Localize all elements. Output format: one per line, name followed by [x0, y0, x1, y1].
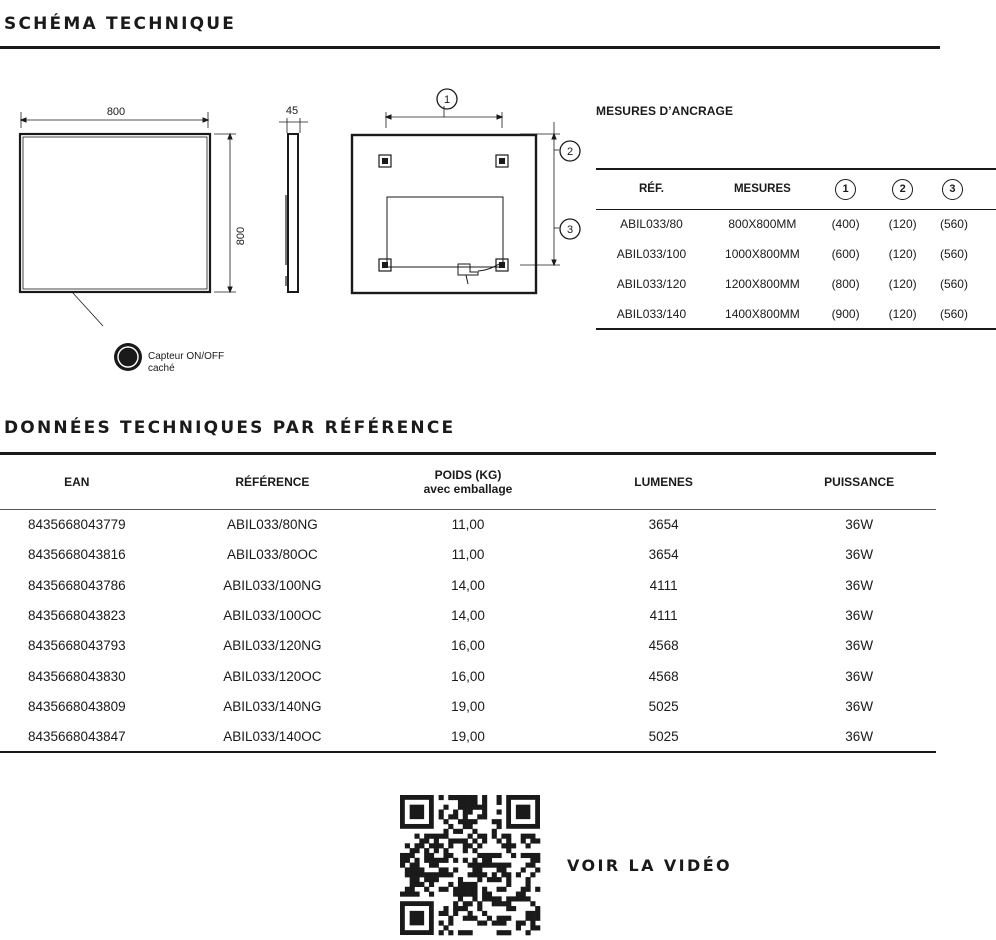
qr-code-icon[interactable]	[400, 795, 542, 935]
anchor-cell: ABIL033/80	[620, 217, 683, 232]
anchor-cell: 1000X800MM	[725, 247, 800, 261]
table-cell: 14,00	[451, 577, 485, 593]
anchor-row	[596, 239, 996, 269]
anchor-cell: 1400X800MM	[707, 299, 818, 329]
header-ean: EAN	[0, 454, 154, 510]
table-cell: 36W	[845, 668, 874, 684]
anchor-cell: ABIL033/140	[596, 299, 707, 329]
table-cell: ABIL033/140OC	[154, 722, 392, 752]
table-cell: 5025	[545, 722, 783, 752]
anchor-header-ref: RÉF.	[596, 169, 707, 209]
anchor-row	[596, 299, 996, 329]
anchor-cell: (120)	[888, 277, 917, 291]
table-row	[0, 691, 936, 721]
table-cell: 11,00	[451, 517, 485, 533]
table-row	[0, 540, 936, 570]
anchor-cell: (560)	[939, 217, 968, 232]
table-cell: 4568	[648, 668, 679, 684]
schema-title: SCHÉMA TECHNIQUE	[4, 14, 237, 34]
header-weight: POIDS (KG) avec emballage	[391, 454, 545, 510]
table-cell: 3654	[648, 517, 679, 533]
anchor-cell: 800X800MM	[728, 217, 797, 232]
table-cell: ABIL033/100OC	[223, 608, 322, 624]
table-cell: 4568	[648, 638, 679, 654]
anchoring-title: MESURES D’ANCRAGE	[596, 104, 734, 118]
table-cell: 11,00	[451, 547, 485, 563]
table-cell: 36W	[845, 608, 874, 624]
anchor-cell: (560)	[932, 299, 996, 329]
side-view	[279, 118, 308, 292]
table-cell: 8435668043779	[28, 517, 126, 533]
anchor-header-dim-2: 2	[873, 169, 932, 209]
schema-divider	[0, 46, 940, 49]
dimension-1-mark: 1	[443, 94, 451, 106]
anchor-cell: (120)	[888, 247, 917, 261]
table-cell: 8435668043830	[28, 668, 126, 684]
sensor-label-line1: Capteur ON/OFF	[148, 351, 225, 362]
height-label: 800	[235, 226, 247, 246]
table-cell: ABIL033/140NG	[223, 698, 322, 714]
anchor-cell: (900)	[818, 299, 873, 329]
anchor-cell: ABIL033/120	[616, 277, 687, 291]
dimension-3-mark: 3	[566, 224, 574, 236]
sensor-label-line2: caché	[148, 363, 175, 374]
table-cell: ABIL033/120OC	[223, 668, 322, 684]
table-cell: 19,00	[391, 722, 545, 752]
anchor-row	[596, 209, 996, 239]
table-cell: ABIL033/120NG	[223, 638, 322, 654]
anchor-cell: (400)	[831, 217, 860, 232]
depth-label: 45	[285, 105, 299, 117]
table-cell: 8435668043809	[28, 698, 126, 714]
table-row	[0, 510, 936, 540]
technical-data-title: DONNÉES TECHNIQUES PAR RÉFÉRENCE	[4, 418, 456, 438]
front-view	[20, 112, 236, 326]
table-cell: 36W	[782, 722, 936, 752]
anchor-cell: ABIL033/100	[616, 247, 687, 261]
table-cell: 5025	[648, 698, 679, 714]
header-power: PUISSANCE	[782, 454, 936, 510]
anchor-cell: 1200X800MM	[725, 277, 800, 291]
anchor-row	[596, 269, 996, 299]
table-cell: 36W	[845, 698, 874, 714]
table-row	[0, 631, 936, 661]
table-cell: 4111	[649, 577, 678, 593]
anchor-cell: (800)	[831, 277, 860, 291]
table-cell: 36W	[845, 547, 874, 563]
table-cell: 36W	[845, 517, 874, 533]
anchor-header-dim-3: 3	[932, 169, 996, 209]
table-cell: ABIL033/80NG	[226, 517, 318, 533]
rear-view	[352, 106, 560, 293]
technical-drawing	[0, 80, 592, 380]
width-label: 800	[106, 106, 126, 118]
header-lumens: LUMENES	[545, 454, 783, 510]
anchor-cell: (120)	[873, 299, 932, 329]
anchor-header-measures: MESURES	[707, 169, 818, 209]
table-cell: 3654	[648, 547, 679, 563]
table-row	[0, 722, 936, 752]
table-cell: 8435668043816	[28, 547, 126, 563]
table-cell: ABIL033/80OC	[226, 547, 318, 563]
anchoring-section	[596, 104, 940, 118]
header-reference: RÉFÉRENCE	[154, 454, 392, 510]
dimension-2-mark: 2	[566, 146, 574, 158]
table-row	[0, 661, 936, 691]
anchor-header-dim-1: 1	[818, 169, 873, 209]
table-cell: 16,00	[451, 638, 485, 654]
table-cell: 8435668043823	[28, 608, 126, 624]
table-cell: 8435668043847	[0, 722, 154, 752]
table-cell: ABIL033/100NG	[223, 577, 322, 593]
anchor-cell: (600)	[831, 247, 860, 261]
table-row	[0, 570, 936, 600]
table-row	[0, 600, 936, 630]
table-cell: 19,00	[451, 698, 485, 714]
table-cell: 36W	[845, 638, 874, 654]
table-cell: 4111	[649, 608, 678, 624]
anchor-cell: (560)	[939, 277, 968, 291]
anchoring-table-wrapper	[596, 136, 968, 321]
table-cell: 16,00	[451, 668, 485, 684]
anchor-cell: (560)	[939, 247, 968, 261]
table-cell: 36W	[845, 577, 874, 593]
video-link[interactable]: VOIR LA VIDÉO	[567, 856, 733, 875]
table-cell: 14,00	[451, 608, 485, 624]
technical-data-table	[0, 452, 936, 753]
table-cell: 8435668043793	[28, 638, 126, 654]
anchor-cell: (120)	[888, 217, 917, 232]
anchoring-table	[596, 168, 996, 330]
table-cell: 8435668043786	[28, 577, 126, 593]
